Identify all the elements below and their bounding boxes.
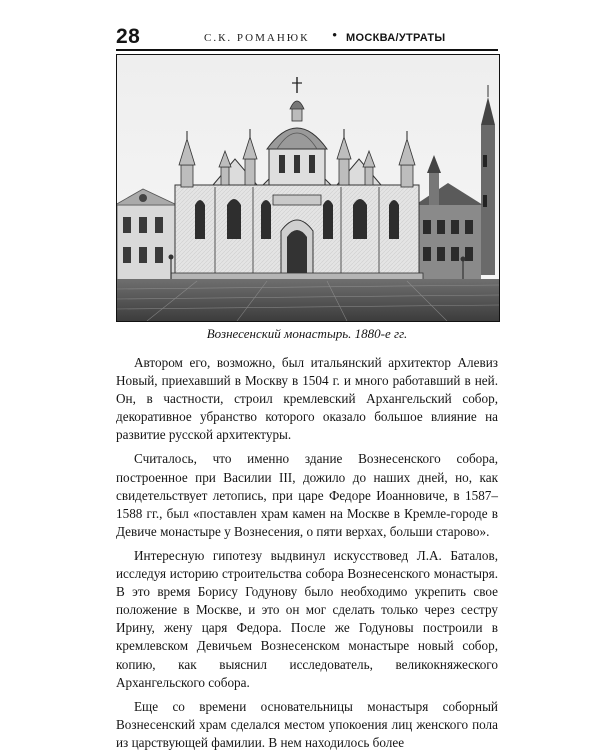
paragraph: Еще со времени основательницы монастыря соборный Вознесенский храм сделался местом упокоения лиц женского пола из царствующей фамилии. В нем находилось более <box>116 698 498 750</box>
running-header <box>116 26 498 50</box>
page-number: 28 <box>116 25 141 48</box>
body-text <box>116 354 498 752</box>
header-bullet: • <box>332 28 338 44</box>
paragraph: Интересную гипотезу выдвинул искусствовед Л.А. Баталов, исследуя историю строительства собора Вознесенского монастыря. В это время Борису Годунову было необходимо укрепить свое положение в Москве, и это он мог сделать только через сестру Ирину, жену царя Федора. После же Годуновы построили в кремлевском Девичьем Вознесенском монастыре новый собор, копию, как выяснил исследователь, великокняжеского Архангельского собора. <box>116 547 498 690</box>
header-rule <box>116 49 498 51</box>
header-section-title: МОСКВА/УТРАТЫ <box>346 32 446 44</box>
photo-caption: Вознесенский монастырь. 1880-е гг. <box>206 326 408 341</box>
header-author: С.К. РОМАНЮК <box>204 32 310 44</box>
paragraph: Считалось, что именно здание Вознесенского собора, построенное при Василии III, дожило до наших дней, но, как свидетельствует летопись, при царе Федоре Иоанновиче, в 1587–1588 гг., был «поставлен храм камен на Москве в Кремле-городе в Девиче монастыре у Вознесения, о пяти верхах, больши старово». <box>116 451 498 539</box>
monastery-photo <box>116 54 500 322</box>
paragraph: Автором его, возможно, был итальянский архитектор Алевиз Новый, приехавший в Москву в 1504 г. и много работавший в ней. Он, в частности, строил кремлевский Архангельский собор, декоративное убранство которого оказало большое влияние на развитие русской архитектуры. <box>116 355 498 443</box>
